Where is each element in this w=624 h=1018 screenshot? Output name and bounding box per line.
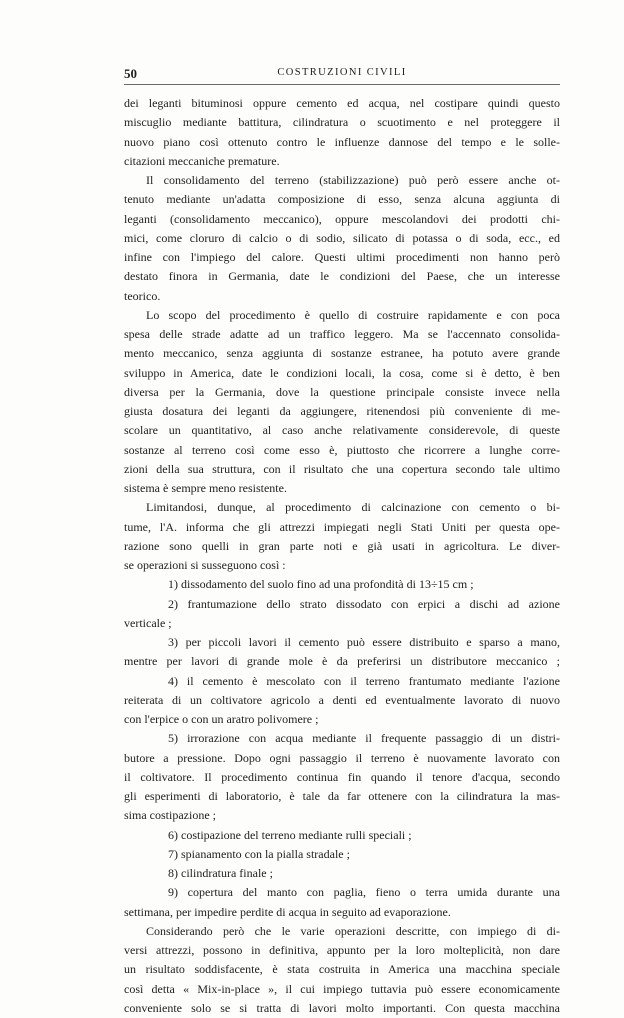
text-line: se operazioni si susseguono così : xyxy=(124,558,286,572)
text-line: un risultato soddisfacente, è stata costruita in America una macchina speciale xyxy=(124,962,560,977)
text-line: citazioni meccaniche premature. xyxy=(124,153,280,168)
text-line: gli esperimenti di laboratorio, è tale da far ottenere con la cilindratura la mas- xyxy=(124,789,560,803)
text-line: giusta dosatura dei leganti da aggiungere, ritenendosi più conveniente di me- xyxy=(124,404,560,418)
text-line: tume, l'A. informa che gli attrezzi impiegati negli Stati Uniti per questa ope- xyxy=(124,519,560,534)
text-line: spesa delle strade adatte ad un traffico leggero. Ma se l'accennato consolida- xyxy=(124,327,560,341)
text-line: versi attrezzi, possono in definitiva, appunto per la loro molteplicità, non dare xyxy=(124,943,560,957)
text-line: dei leganti bituminosi oppure cemento ed acqua, nel costipare quindi questo xyxy=(124,96,560,110)
text-line: 5) irrorazione con acqua mediante il frequente passaggio di un distri- xyxy=(168,731,560,746)
body-text xyxy=(124,94,560,1018)
running-title: COSTRUZIONI CIVILI xyxy=(277,67,407,78)
text-line: 3) per piccoli lavori il cemento può essere distribuito e sparso a mano, xyxy=(168,635,560,649)
text-line: Il consolidamento del terreno (stabilizzazione) può però essere anche ot- xyxy=(146,173,560,187)
text-line: butore a pressione. Dopo ogni passaggio il terreno è nuovamente lavorato con xyxy=(124,750,560,765)
text-line: 8) cilindratura finale ; xyxy=(168,866,273,880)
text-line: conveniente solo se si tratta di lavori molto importanti. Con questa macchina xyxy=(124,1000,560,1015)
text-line: sostanze al terreno così come esso è, piuttosto che ricorrere a lunghe corre- xyxy=(124,442,560,457)
text-line: teorico. xyxy=(124,288,161,303)
text-line: infine con l'impiego del calore. Questi ultimi procedimenti non hanno però xyxy=(124,250,560,264)
page-number: 50 xyxy=(124,66,137,81)
text-line: 9) copertura del manto con paglia, fieno o terra umida durante una xyxy=(168,885,560,900)
text-line: reiterata di un coltivatore agricolo a denti ed eventualmente lavorato di nuovo xyxy=(124,692,560,707)
page-header xyxy=(124,66,560,85)
text-line: miscuglio mediante battitura, cilindratura o scuotimento e nel proteggere il xyxy=(124,115,560,130)
text-line: 7) spianamento con la pialla stradale ; xyxy=(168,846,350,861)
text-line: destato finora in Germania, date le condizioni del Paese, che un interesse xyxy=(124,269,560,284)
text-line: mento meccanico, senza aggiunta di sostanze estranee, ha potuto avere grande xyxy=(124,346,560,361)
text-line: il coltivatore. Il procedimento continua fin quando il tenore d'acqua, secondo xyxy=(124,769,560,784)
text-line: diversa per la Germania, dove la questione principale consiste invece nella xyxy=(124,384,560,399)
text-line: sviluppo in America, date le condizioni locali, la cosa, come si è detto, è ben xyxy=(124,365,560,380)
text-line: 2) frantumazione dello strato dissodato con erpici a dischi ad azione xyxy=(168,596,560,611)
text-line: così detta « Mix-in-place », il cui impiego tuttavia può essere economicamente xyxy=(124,981,560,996)
text-line: leganti (consolidamento meccanico), oppure mescolandovi dei prodotti chi- xyxy=(124,211,560,226)
text-line: zioni della sua struttura, con il risultato che una copertura secondo tale ultimo xyxy=(124,461,560,476)
text-line: 4) il cemento è mescolato con il terreno frantumato mediante l'azione xyxy=(168,673,560,688)
text-line: nuovo piano così ottenuto contro le influenze dannose del tempo e le solle- xyxy=(124,134,560,149)
text-line: 1) dissodamento del suolo fino ad una profondità di 13÷15 cm ; xyxy=(168,577,474,592)
text-line: sima costipazione ; xyxy=(124,808,216,823)
text-line: Lo scopo del procedimento è quello di costruire rapidamente e con poca xyxy=(146,307,560,322)
text-line: mentre per lavori di grande mole è da preferirsi un distributore meccanico ; xyxy=(124,654,560,669)
text-line: mici, come cloruro di calcio o di sodio, silicato di potassa o di soda, ecc., ed xyxy=(124,230,560,245)
text-line: 6) costipazione del terreno mediante rulli speciali ; xyxy=(168,827,412,842)
text-line: sistema è sempre meno resistente. xyxy=(124,481,287,495)
text-line: Limitandosi, dunque, al procedimento di calcinazione con cemento o bi- xyxy=(146,500,560,515)
text-line: settimana, per impedire perdite di acqua in seguito ad evaporazione. xyxy=(124,904,451,919)
text-line: con l'erpice o con un aratro polivomere ; xyxy=(124,712,319,726)
text-line: Considerando però che le varie operazioni descritte, con impiego di di- xyxy=(146,923,560,938)
text-line: tenuto mediante un'adatta composizione di esso, senza alcuna aggiunta di xyxy=(124,192,560,207)
text-line: razione sono quelli in gran parte noti e già usati in agricoltura. Le diver- xyxy=(124,538,560,553)
text-line: scolare un quantitativo, al caso anche relativamente considerevole, di queste xyxy=(124,423,560,438)
text-line: verticale ; xyxy=(124,615,172,630)
